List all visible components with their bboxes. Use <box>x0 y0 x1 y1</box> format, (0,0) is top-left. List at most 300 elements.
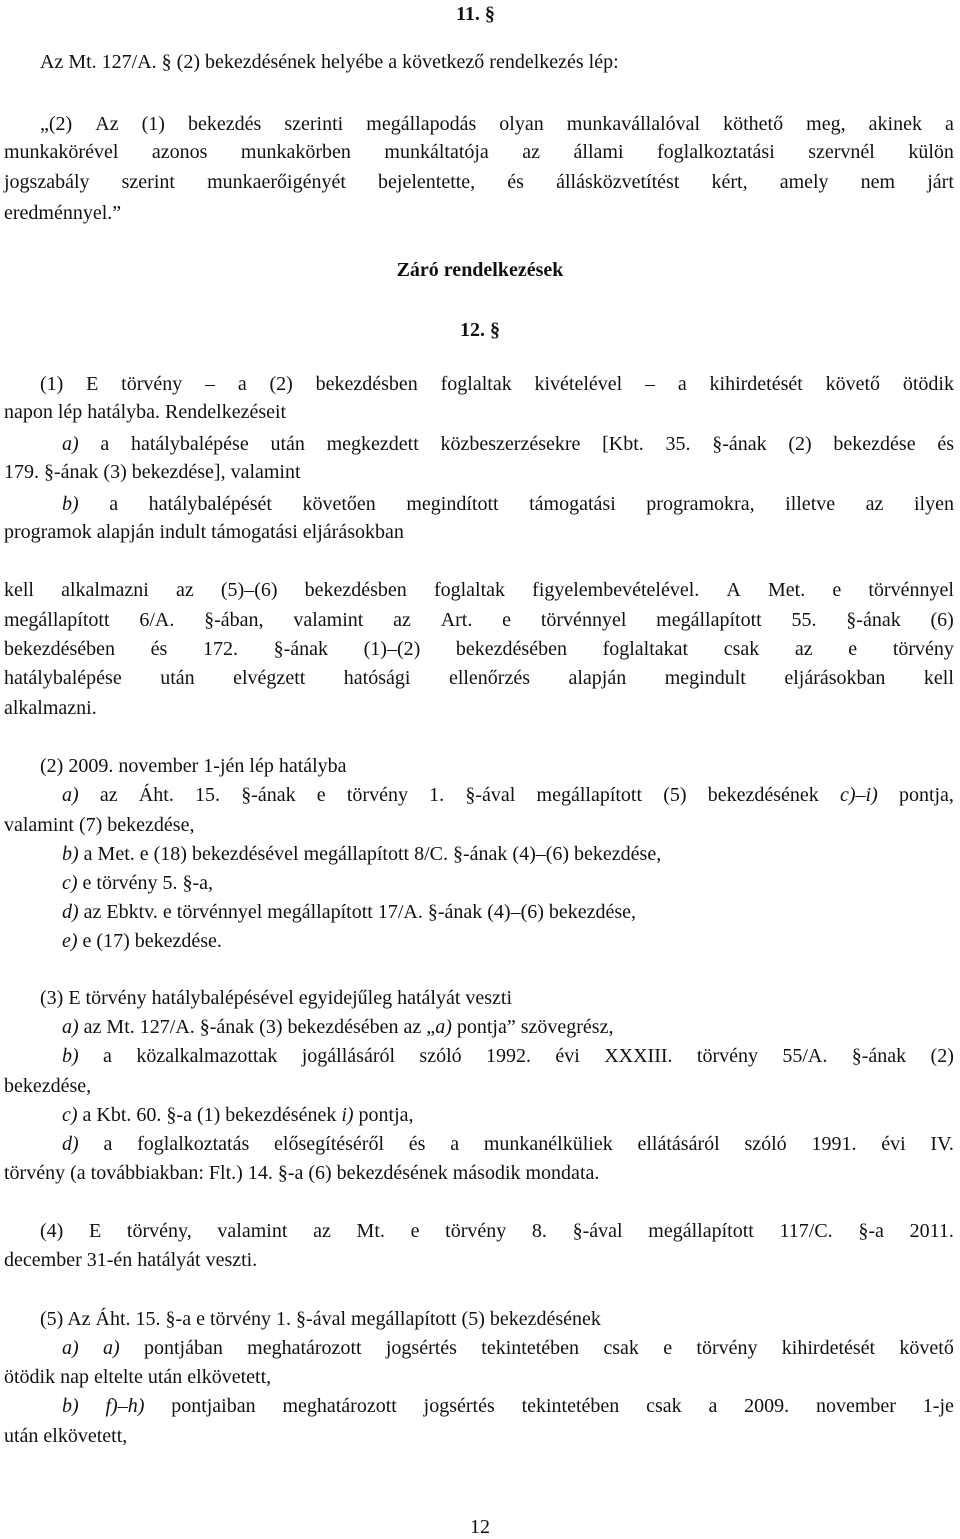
word <box>532 578 699 602</box>
text-line <box>62 1015 613 1039</box>
text-run: állásközvetítést <box>556 171 680 193</box>
text-run: §-ának <box>712 433 767 455</box>
text-run: állami <box>573 141 624 163</box>
word <box>122 170 175 194</box>
word <box>144 1336 223 1360</box>
text-run: – <box>645 373 656 395</box>
word <box>136 1044 277 1068</box>
text-run: Az Mt. 127/A. § (2) bekezdésének helyébe a következő rendelkezés lép: <box>40 51 619 73</box>
word <box>384 140 488 164</box>
text-line <box>62 1336 954 1360</box>
text-run: A <box>726 579 741 601</box>
text-run: illetve <box>785 493 836 515</box>
word <box>188 112 261 136</box>
word <box>217 1219 287 1243</box>
word <box>247 1336 361 1360</box>
word <box>456 637 567 661</box>
word <box>62 1132 79 1156</box>
text-line <box>62 492 954 516</box>
text-run: az Mt. 127/A. §-ának (3) bekezdésében az „ <box>78 1016 436 1038</box>
text-run: eredménnyel.” <box>4 202 122 224</box>
word <box>788 432 811 456</box>
text-run: d) <box>62 1133 79 1155</box>
word <box>465 783 515 807</box>
word <box>103 1336 120 1360</box>
word <box>4 637 115 661</box>
text-run: Áht. <box>138 784 174 806</box>
text-run: (3) E törvény hatálybalépésével egyidejűleg hatályát veszti <box>40 987 513 1009</box>
word <box>274 637 328 661</box>
word <box>602 432 644 456</box>
text-run: (2) <box>269 373 293 395</box>
text-run: pontja, <box>353 1104 414 1126</box>
text-line <box>4 1424 127 1448</box>
text-line <box>62 1103 414 1127</box>
text-run: ilyen <box>913 493 954 515</box>
text-run: akinek <box>868 113 922 135</box>
word <box>302 492 375 516</box>
text-run: (4) <box>40 1220 64 1242</box>
word <box>923 1394 954 1418</box>
text-run: e <box>848 638 858 660</box>
word <box>768 578 805 602</box>
word <box>149 492 272 516</box>
word <box>4 666 122 690</box>
text-run: bejelentette, <box>378 171 476 193</box>
text-run: b) <box>62 1395 79 1417</box>
word <box>603 637 689 661</box>
text-run: (5) Az Áht. 15. §-a e törvény 1. §-ával megállapított (5) bekezdésének <box>40 1308 601 1330</box>
text-run: törvény <box>346 784 408 806</box>
word <box>808 140 875 164</box>
text-run: megállapított <box>536 784 643 806</box>
word <box>40 1219 63 1243</box>
word <box>852 1044 906 1068</box>
text-run: 6/A. <box>139 609 175 631</box>
word <box>434 578 505 602</box>
word <box>782 1044 827 1068</box>
word <box>866 492 884 516</box>
word <box>411 1219 420 1243</box>
text-run: §-ával <box>572 1220 623 1242</box>
word <box>535 372 623 396</box>
word <box>708 1394 717 1418</box>
word <box>62 1044 79 1068</box>
text-line <box>40 50 619 74</box>
text-run: munkanélküliek <box>483 1133 613 1155</box>
word <box>393 608 411 632</box>
text-run: Az <box>95 113 119 135</box>
text-line <box>4 1365 271 1389</box>
text-line <box>4 170 954 194</box>
text-run: járt <box>927 171 954 193</box>
word <box>282 1394 396 1418</box>
word <box>846 608 900 632</box>
text-run: a) <box>435 1016 452 1038</box>
text-line <box>4 666 954 690</box>
text-run: e <box>410 1220 420 1242</box>
text-run: az <box>865 493 884 515</box>
word <box>861 170 895 194</box>
text-run: megállapodás <box>366 113 477 135</box>
text-line <box>40 986 512 1010</box>
text-run: szerint <box>121 171 175 193</box>
text-run: támogatási <box>529 493 616 515</box>
text-run: meghatározott <box>247 1337 362 1359</box>
text-run: az Ebktv. e törvénnyel megállapított 17/A. §-ának (4)–(6) bekezdése, <box>78 901 637 923</box>
text-run: szerinti <box>284 113 344 135</box>
text-run: nem <box>860 171 896 193</box>
word <box>697 1044 758 1068</box>
text-line <box>62 871 213 895</box>
text-line <box>456 2 495 26</box>
text-run: valamint <box>293 609 364 631</box>
text-run: közbeszerzésekre <box>440 433 581 455</box>
text-run: megállapított <box>656 609 762 631</box>
word <box>4 608 110 632</box>
word <box>424 1394 495 1418</box>
word <box>176 578 194 602</box>
text-run: és <box>507 171 524 193</box>
word <box>930 1132 954 1156</box>
word <box>100 432 109 456</box>
word <box>708 783 819 807</box>
text-run: a) <box>62 784 79 806</box>
text-run: b) <box>62 1045 79 1067</box>
word <box>40 372 63 396</box>
text-run: munkakörben <box>240 141 351 163</box>
text-run: munkavállalóval <box>566 113 701 135</box>
text-run: 55/A. <box>782 1045 828 1067</box>
word <box>937 432 954 456</box>
text-run: a <box>945 113 954 135</box>
word <box>378 170 475 194</box>
text-run: szervnél <box>808 141 875 163</box>
text-run: az <box>522 141 541 163</box>
word <box>86 372 98 396</box>
text-run: foglaltak <box>440 373 512 395</box>
text-run: c) <box>62 872 78 894</box>
text-run: bekezdése <box>833 433 916 455</box>
text-run: programokra, <box>646 493 755 515</box>
text-run: kért, <box>711 171 748 193</box>
text-run: 11. § <box>456 3 495 25</box>
text-line <box>40 1307 601 1331</box>
word <box>792 608 817 632</box>
word <box>556 170 679 194</box>
text-run: után <box>270 433 305 455</box>
text-run: a) <box>102 1337 120 1359</box>
word <box>858 1219 884 1243</box>
text-run: megkezdett <box>326 433 419 455</box>
text-run: csak <box>723 638 760 660</box>
text-run: valamint <box>217 1220 288 1242</box>
text-line <box>4 637 954 661</box>
text-run: i) <box>341 1104 354 1126</box>
text-run: hatálybalépése <box>131 433 249 455</box>
word <box>95 112 118 136</box>
text-run: kihirdetését <box>781 1337 876 1359</box>
text-run: 179. §-ának (3) bekezdése], valamint <box>4 461 301 483</box>
text-run: követő <box>899 1337 954 1359</box>
text-run: tekintetében <box>521 1395 620 1417</box>
word <box>881 1132 905 1156</box>
text-run: IV. <box>930 1133 954 1155</box>
text-run: [Kbt. <box>602 433 644 455</box>
text-run: kell <box>923 667 954 689</box>
text-run: hatálybalépését <box>148 493 272 515</box>
text-run: megindított <box>406 493 499 515</box>
text-run: törvény, <box>126 1220 192 1242</box>
text-run: a <box>103 1045 112 1067</box>
word <box>313 1219 331 1243</box>
text-run: a <box>237 373 247 395</box>
word <box>151 637 168 661</box>
text-run: az <box>794 638 813 660</box>
text-run: követően <box>302 493 376 515</box>
text-run: a <box>103 1133 113 1155</box>
text-run: – <box>205 373 216 395</box>
text-run: azonos <box>151 141 208 163</box>
text-run: bekezdése, <box>4 1075 92 1097</box>
word <box>4 578 34 602</box>
word <box>364 637 421 661</box>
word <box>931 1044 954 1068</box>
text-run: törvény <box>121 373 183 395</box>
word <box>409 1132 426 1156</box>
word <box>105 1394 144 1418</box>
text-run: olyan <box>499 113 544 135</box>
word <box>785 492 835 516</box>
text-run: 35. <box>665 433 691 455</box>
page-number: 12 <box>470 1516 490 1538</box>
text-run: tekintetében <box>481 1337 580 1359</box>
text-run: 8. <box>531 1220 547 1242</box>
word <box>914 492 954 516</box>
word <box>445 1219 506 1243</box>
text-run: 117/C. <box>779 1220 833 1242</box>
text-run: c) <box>62 1104 78 1126</box>
word <box>270 432 304 456</box>
text-run: E <box>89 1220 102 1242</box>
text-run: törvény <box>696 1337 758 1359</box>
text-run: e <box>502 609 512 631</box>
text-line <box>4 608 954 632</box>
word <box>868 578 954 602</box>
text-run: foglaltak <box>433 579 506 601</box>
text-line <box>40 754 347 778</box>
text-run: bekezdésében <box>455 638 567 660</box>
text-run: f)–h) <box>105 1395 145 1417</box>
word <box>869 112 922 136</box>
word <box>441 432 581 456</box>
word <box>366 112 476 136</box>
text-run: (1) <box>40 373 64 395</box>
text-run: kivételével <box>534 373 623 395</box>
word <box>569 666 627 690</box>
text-run: 12. § <box>460 319 500 341</box>
word <box>4 170 90 194</box>
word <box>316 372 418 396</box>
word <box>302 1044 395 1068</box>
word <box>100 783 118 807</box>
text-run: c)–i) <box>839 784 878 806</box>
word <box>203 637 238 661</box>
text-run: §-ának <box>846 609 901 631</box>
text-run: e <box>832 579 842 601</box>
word <box>139 608 174 632</box>
word <box>62 432 79 456</box>
word <box>221 578 278 602</box>
word <box>142 112 165 136</box>
text-line <box>4 813 194 837</box>
word <box>327 432 419 456</box>
text-line <box>62 900 636 924</box>
word <box>450 1132 459 1156</box>
word <box>109 492 118 516</box>
text-line <box>4 520 404 544</box>
text-run: pontja, <box>898 784 954 806</box>
text-run: november <box>815 1395 896 1417</box>
text-run: foglaltakat <box>602 638 689 660</box>
word <box>62 492 79 516</box>
word <box>284 112 343 136</box>
text-run: (2) <box>788 433 812 455</box>
text-run: E <box>86 373 99 395</box>
word <box>574 140 624 164</box>
text-run: elvégzett <box>233 667 306 689</box>
text-run: csak <box>603 1337 639 1359</box>
text-run: (2) <box>930 1045 954 1067</box>
text-run: a) <box>62 1337 79 1359</box>
word <box>386 1336 457 1360</box>
text-run: alapján <box>568 667 627 689</box>
word <box>293 608 363 632</box>
word <box>723 112 783 136</box>
word <box>103 1132 112 1156</box>
text-run: (5)–(6) <box>220 579 278 601</box>
text-run: kihirdetését <box>709 373 803 395</box>
word <box>903 372 954 396</box>
word <box>908 140 954 164</box>
word <box>241 140 351 164</box>
text-run: külön <box>908 141 954 163</box>
text-run: a <box>100 433 110 455</box>
text-run: (1)–(2) <box>363 638 421 660</box>
word <box>139 783 174 807</box>
text-run: munkakörével <box>4 141 119 163</box>
text-run: kell <box>4 579 34 601</box>
word <box>840 783 878 807</box>
word <box>40 112 72 136</box>
word <box>780 1219 833 1243</box>
word <box>502 608 511 632</box>
word <box>160 666 194 690</box>
word <box>62 1394 79 1418</box>
text-line <box>40 372 954 396</box>
text-line <box>62 1044 954 1068</box>
word <box>449 666 530 690</box>
word <box>121 372 182 396</box>
text-run: Met. <box>768 579 806 601</box>
word <box>646 1394 682 1418</box>
text-run: évi <box>881 1133 906 1155</box>
word <box>406 492 498 516</box>
text-run: jogállásáról <box>301 1045 396 1067</box>
text-line <box>4 1074 91 1098</box>
text-run: az <box>393 609 411 631</box>
word <box>931 608 954 632</box>
word <box>910 1219 954 1243</box>
text-run: 55. <box>791 609 817 631</box>
word <box>893 637 954 661</box>
text-line <box>62 1394 954 1418</box>
text-run: ellátásáról <box>637 1133 720 1155</box>
word <box>678 372 687 396</box>
text-run: közalkalmazottak <box>136 1045 278 1067</box>
text-run: jogszabály <box>4 171 90 193</box>
word <box>233 666 305 690</box>
text-line <box>62 1132 954 1156</box>
text-line <box>62 842 661 866</box>
text-run: az <box>175 579 194 601</box>
text-run: 2009. <box>744 1395 790 1417</box>
word <box>657 140 775 164</box>
text-line <box>4 696 97 720</box>
text-run: §-ában, <box>204 609 264 631</box>
text-run: §-ának <box>851 1045 907 1067</box>
text-run: b) <box>62 843 79 865</box>
word <box>499 112 543 136</box>
text-run: után <box>160 667 195 689</box>
text-run: bekezdés <box>188 113 262 135</box>
text-run: meghatározott <box>282 1395 397 1417</box>
word <box>529 492 616 516</box>
word <box>567 112 700 136</box>
word <box>648 1219 754 1243</box>
text-run: hatósági <box>343 667 411 689</box>
word <box>646 492 754 516</box>
text-run: szóló <box>744 1133 787 1155</box>
word <box>537 783 643 807</box>
word <box>317 783 326 807</box>
word <box>744 1394 789 1418</box>
text-line <box>4 201 121 225</box>
word <box>784 666 885 690</box>
text-run: pontjaiban <box>171 1395 256 1417</box>
word <box>663 783 686 807</box>
word <box>344 666 411 690</box>
word <box>441 372 512 396</box>
word <box>195 783 220 807</box>
text-run: a <box>109 493 119 515</box>
word <box>429 783 444 807</box>
text-line <box>4 1248 257 1272</box>
text-run: hatálybalépése <box>4 667 122 689</box>
text-run: d) <box>62 901 79 923</box>
text-line <box>0 318 960 342</box>
word <box>484 1132 613 1156</box>
word <box>131 432 249 456</box>
text-run: törvény <box>892 638 954 660</box>
text-run: 1991. <box>811 1133 857 1155</box>
text-run: e <box>663 1337 673 1359</box>
text-run: valamint (7) bekezdése, <box>4 814 195 836</box>
word <box>62 783 79 807</box>
text-run: megállapított <box>4 609 110 631</box>
word <box>645 372 655 396</box>
text-line <box>4 140 954 164</box>
